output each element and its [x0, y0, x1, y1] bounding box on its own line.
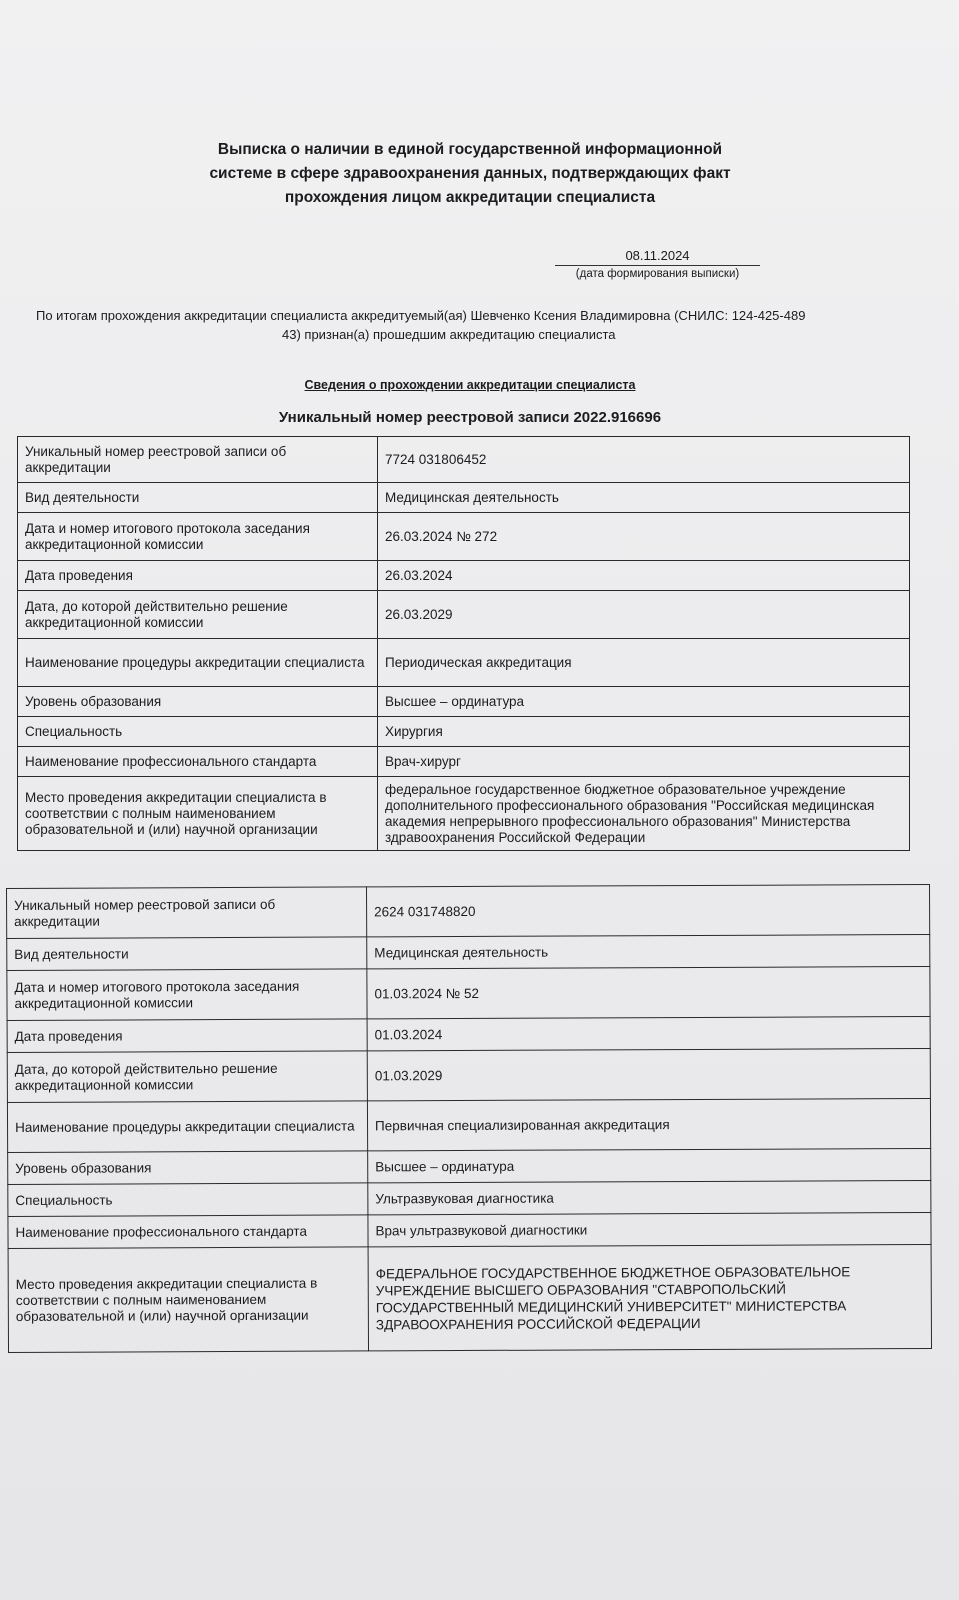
registry-number-heading: Уникальный номер реестровой записи 2022.916696 [278, 409, 662, 426]
value-activity-type: Медицинская деятельность [378, 483, 910, 513]
value-date-held: 26.03.2024 [378, 561, 910, 591]
table-row [18, 777, 910, 851]
title-line-1: Выписка о наличии в единой государственной информационной [217, 141, 723, 158]
intro-line-2: 43) признан(а) прошедшим аккредитацию специалиста [282, 327, 616, 342]
value-record-number: 7724 031806452 [378, 437, 910, 483]
title-line-3: прохождения лицом аккредитации специалиста [284, 189, 656, 206]
value-education-level: Высшее – ординатура [368, 1148, 931, 1182]
table-row [8, 1180, 931, 1216]
table-row [7, 1048, 930, 1102]
title-line-2: системе в сфере здравоохранения данных, подтверждающих факт [209, 165, 731, 182]
table-row [18, 437, 910, 483]
label-valid-until: Дата, до которой действительно решение аккредитационной комиссии [18, 591, 378, 639]
value-place: федеральное государственное бюджетное образовательное учреждение дополнительного профессионального образования "Российская медицинская академия непрерывного профессионального образования" Министерства здравоохранения Российской Федерации [378, 777, 910, 851]
table-row [8, 1212, 931, 1248]
document-title [160, 138, 780, 210]
label-procedure-name: Наименование процедуры аккредитации специалиста [7, 1101, 367, 1153]
value-protocol: 26.03.2024 № 272 [378, 513, 910, 561]
table-row [18, 561, 910, 591]
intro-paragraph [36, 306, 904, 344]
table-row [18, 513, 910, 561]
label-prof-standard: Наименование профессионального стандарта [8, 1215, 368, 1249]
value-protocol: 01.03.2024 № 52 [367, 966, 930, 1018]
table-row [7, 884, 930, 938]
issue-date: 08.11.2024 [555, 248, 760, 266]
value-education-level: Высшее – ординатура [378, 687, 910, 717]
label-date-held: Дата проведения [7, 1019, 367, 1053]
label-record-number: Уникальный номер реестровой записи об аккредитации [18, 437, 378, 483]
table-row [18, 687, 910, 717]
label-protocol: Дата и номер итогового протокола заседания аккредитационной комиссии [7, 969, 367, 1021]
table-row [7, 934, 930, 970]
label-valid-until: Дата, до которой действительно решение аккредитационной комиссии [7, 1051, 367, 1103]
label-education-level: Уровень образования [8, 1151, 368, 1185]
table-row [18, 483, 910, 513]
value-valid-until: 01.03.2029 [367, 1048, 930, 1100]
table-row [8, 1244, 931, 1352]
table-row [18, 747, 910, 777]
label-protocol: Дата и номер итогового протокола заседания аккредитационной комиссии [18, 513, 378, 561]
value-place: ФЕДЕРАЛЬНОЕ ГОСУДАРСТВЕННОЕ БЮДЖЕТНОЕ ОБРАЗОВАТЕЛЬНОЕ УЧРЕЖДЕНИЕ ВЫСШЕГО ОБРАЗОВАНИЯ "СТАВРОПОЛЬСКИЙ ГОСУДАРСТВЕННЫЙ МЕДИЦИНСКИЙ УНИВЕРСИТЕТ" МИНИСТЕРСТВА ЗДРАВООХРАНЕНИЯ РОССИЙСКОЙ ФЕДЕРАЦИИ [368, 1244, 931, 1350]
table-row [7, 966, 930, 1020]
intro-line-1: По итогам прохождения аккредитации специалиста аккредитуемый(ая) Шевченко Ксения Владимировна (СНИЛС: 124-425-489 [36, 308, 806, 323]
table-row [8, 1148, 931, 1184]
label-place: Место проведения аккредитации специалиста в соответствии с полным наименованием образовательной и (или) научной организации [8, 1247, 368, 1353]
label-date-held: Дата проведения [18, 561, 378, 591]
table-row [7, 1016, 930, 1052]
table-row [18, 591, 910, 639]
label-specialty: Специальность [18, 717, 378, 747]
accreditation-table-1 [17, 436, 910, 851]
value-procedure-name: Периодическая аккредитация [378, 639, 910, 687]
issue-date-block [555, 248, 760, 282]
issue-date-caption: (дата формирования выписки) [575, 268, 740, 280]
value-date-held: 01.03.2024 [367, 1016, 930, 1050]
label-record-number: Уникальный номер реестровой записи об аккредитации [7, 887, 367, 939]
value-activity-type: Медицинская деятельность [367, 934, 930, 968]
value-valid-until: 26.03.2029 [378, 591, 910, 639]
value-specialty: Ультразвуковая диагностика [368, 1180, 931, 1214]
label-activity-type: Вид деятельности [7, 937, 367, 971]
value-record-number: 2624 031748820 [366, 884, 929, 936]
table-row [7, 1098, 930, 1152]
value-procedure-name: Первичная специализированная аккредитация [367, 1098, 930, 1150]
label-prof-standard: Наименование профессионального стандарта [18, 747, 378, 777]
table-row [18, 639, 910, 687]
label-activity-type: Вид деятельности [18, 483, 378, 513]
label-place: Место проведения аккредитации специалиста в соответствии с полным наименованием образовательной и (или) научной организации [18, 777, 378, 851]
label-procedure-name: Наименование процедуры аккредитации специалиста [18, 639, 378, 687]
section-heading: Сведения о прохождении аккредитации специалиста [304, 378, 636, 392]
value-prof-standard: Врач-хирург [378, 747, 910, 777]
value-prof-standard: Врач ультразвуковой диагностики [368, 1212, 931, 1246]
label-education-level: Уровень образования [18, 687, 378, 717]
value-specialty: Хирургия [378, 717, 910, 747]
table-row [18, 717, 910, 747]
label-specialty: Специальность [8, 1183, 368, 1217]
accreditation-table-2 [6, 884, 932, 1353]
